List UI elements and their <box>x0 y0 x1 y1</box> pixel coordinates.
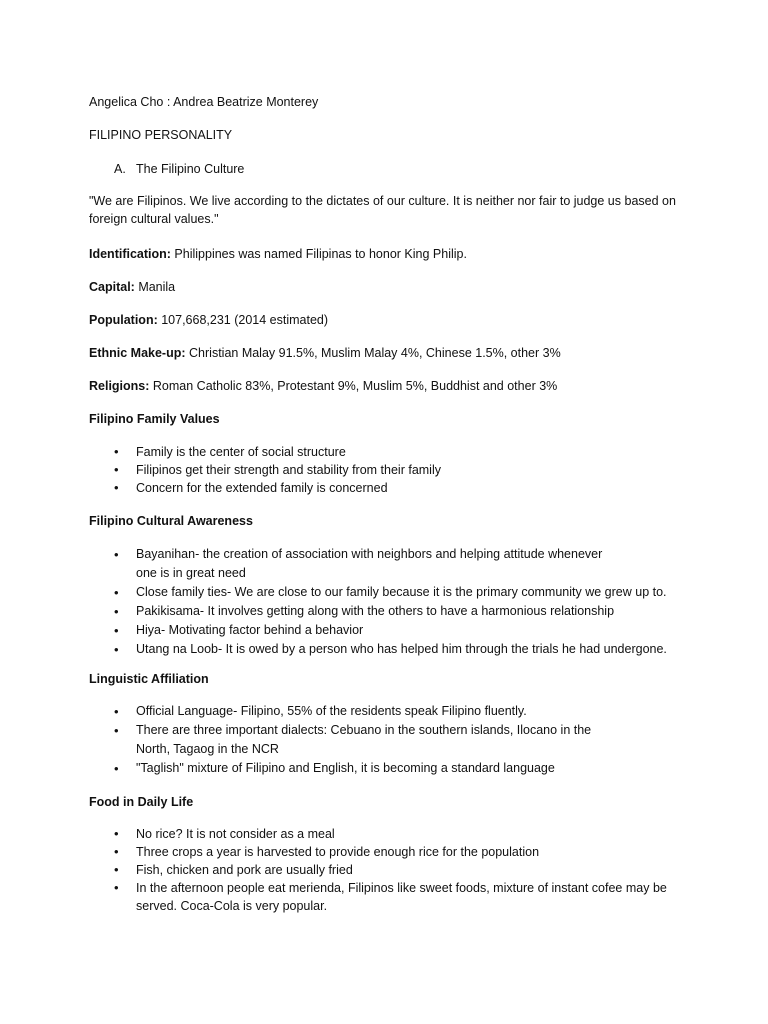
fact-value: Philippines was named Filipinas to honor King Philip. <box>170 247 467 261</box>
list-item: • No rice? It is not consider as a meal <box>89 825 698 843</box>
fact-label: Religions: <box>89 379 150 393</box>
cultural-awareness-heading: Filipino Cultural Awareness <box>89 514 253 528</box>
family-values-heading: Filipino Family Values <box>89 412 220 426</box>
list-item: • "Taglish" mixture of Filipino and English, it is becoming a standard language <box>89 759 698 778</box>
section-title: The Filipino Culture <box>136 162 245 176</box>
fact-value: Christian Malay 91.5%, Muslim Malay 4%, Chinese 1.5%, other 3% <box>185 346 561 360</box>
list-item: • Hiya- Motivating factor behind a behavior <box>89 621 698 640</box>
linguistic-heading: Linguistic Affiliation <box>89 672 209 686</box>
list-item: • Pakikisama- It involves getting along with the others to have a harmonious relationship <box>89 602 698 621</box>
fact-value: Manila <box>134 280 176 294</box>
fact-label: Capital: <box>89 280 135 294</box>
fact-value: 107,668,231 (2014 estimated) <box>157 313 329 327</box>
list-item: • There are three important dialects: Cebuano in the southern islands, Ilocano in the North, Tagaog in the NCR <box>89 721 698 759</box>
family-values-list <box>89 443 698 497</box>
list-item: • Family is the center of social structure <box>89 443 698 461</box>
fact-ethnic-makeup <box>89 344 698 362</box>
section-heading <box>114 160 244 178</box>
fact-label: Population: <box>89 313 158 327</box>
fact-label: Identification: <box>89 247 171 261</box>
list-item: • Fish, chicken and pork are usually fried <box>89 861 698 879</box>
fact-label: Ethnic Make-up: <box>89 346 186 360</box>
food-list <box>89 825 698 915</box>
list-item: • Three crops a year is harvested to provide enough rice for the population <box>89 843 698 861</box>
authors-line: Angelica Cho : Andrea Beatrize Monterey <box>89 95 319 109</box>
food-heading: Food in Daily Life <box>89 795 194 809</box>
list-item: • Official Language- Filipino, 55% of the residents speak Filipino fluently. <box>89 702 698 721</box>
list-item: • Bayanihan- the creation of association with neighbors and helping attitude whenever one is in great need <box>89 545 698 583</box>
list-item: • In the afternoon people eat merienda, Filipinos like sweet foods, mixture of instant cofee may be served. Coca-Cola is very popular. <box>89 879 698 915</box>
cultural-awareness-list <box>89 545 698 659</box>
fact-population <box>89 311 698 329</box>
list-item: • Utang na Loob- It is owed by a person who has helped him through the trials he had undergone. <box>89 640 698 659</box>
fact-capital <box>89 278 698 296</box>
fact-value: Roman Catholic 83%, Protestant 9%, Muslim 5%, Buddhist and other 3% <box>149 379 558 393</box>
fact-identification <box>89 245 698 263</box>
section-letter: A. <box>114 162 126 176</box>
document-title: FILIPINO PERSONALITY <box>89 128 233 142</box>
list-item: • Concern for the extended family is concerned <box>89 479 698 497</box>
fact-religions <box>89 377 698 395</box>
linguistic-list <box>89 702 698 778</box>
culture-quote: "We are Filipinos. We live according to the dictates of our culture. It is neither nor fair to judge us based on foreign cultural values." <box>89 194 676 226</box>
list-item: • Filipinos get their strength and stability from their family <box>89 461 698 479</box>
list-item: • Close family ties- We are close to our family because it is the primary community we grew up to. <box>89 583 698 602</box>
